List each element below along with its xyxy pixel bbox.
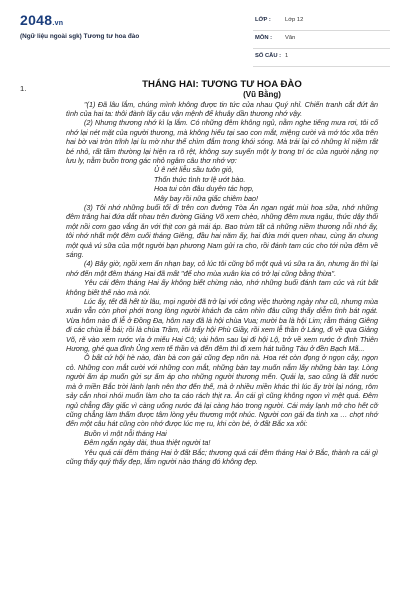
meta-label: MÔN : (255, 35, 273, 41)
question-content (66, 79, 378, 466)
meta-value: Văn (285, 35, 296, 41)
verse-line: Ủ ê nét liễu sầu tuôn giỏ, (154, 165, 234, 175)
verse-line: Buồn vì một nỗi tháng Hai (84, 428, 167, 438)
meta-value: Lớp 12 (285, 17, 304, 23)
meta-row-subject (253, 31, 390, 49)
verse-line: Thổn thức tình tơ lệ ướt bào. (154, 174, 246, 184)
verse-line: Hoa tui còn đâu duyên tác hợp, (154, 184, 254, 194)
passage-paragraph: Lúc ấy, tết đã hết từ lâu, mọi người đã trở lại với công việc thường ngày như cũ, nhưng mùa xuân vẫn còn phơi phới trong lòng người khách đa cảm nhìn đâu cũng thấy diễm tình bát ngát. Vừa hôm nào đi lễ ở Đồng Đa, hôm nay đã là hội chùa Vua; mười ba là hội Lim; rằm tháng Giêng đi các chùa lễ bái; rồi là chùa Trầm, rồi trẩy hội Phù Giầy, rồi xem lễ thần ở Láng, đi về qua Giảng Võ, rẽ vào xem rước vía ở miếu Hai Cô; vài hôm sau lại đi hội Lộ, trở về xem rước ở đình Thiên Hương, ghé qua đình Ủng xem tế thần và đến đêm thì đi xem hát tuồng Tàu ở đền Bạch Mã... (66, 297, 378, 354)
passage-paragraph: Yêu quá cái đêm tháng Hai ở đất Bắc; thương quá cái đêm tháng Hai ở Bắc, thành ra cái gì cũng thấy quý thấy đẹp, lắm người nào tháng đó không đẹp. (66, 447, 378, 466)
meta-table (253, 13, 390, 67)
site-logo[interactable] (20, 12, 63, 28)
passage-paragraph: (2) Nhưng thương nhớ kì lạ lắm. Có những đêm không ngủ, nằm nghe tiếng mưa rơi, tôi cố nhớ lại nét mặt của người thương, mà không hiểu tại sao con mắt, miệng cười và mớ tóc xõa trên hai bờ vai tròn trĩnh lại lu mờ như thể chìm đắm trong khói sóng. Mà trái lại có những kỉ niệm rất bé nhỏ, rất tầm thường lại hiện ra rõ rệt, không suy suyển một ly trong trí óc của người nặng nợ lưu ly, nằm buồn trong gác nhỏ ngâm câu thơ nhớ vợ: (66, 118, 378, 165)
poem-verse (154, 165, 378, 203)
passage-paragraph: Ô bất cứ hội hè nào, đàn bà con gái cũng đẹp nõn nà. Hoa rét còn đọng ở ngọn cây, ngọn cỏ. Những con mắt cười với những con mắt, những bàn tay muốn nắm lấy những bàn tay. Lòng người ấm áp muốn gửi sự ấm áp cho những người thương mến. Quái lạ, sao cũng là đất nước mà ở miền Bắc trời lành lạnh nên thơ đến thế, mà ở nhiều miền khác thì lúc ấy trời lại nóng, rôm sảy cắn nhoi nhói muốn làm cho ta cáo rách thịt ra. Ăn cái gì cũng không ngon vì mệt quá. Đêm ngủ chẳng đầy giấc vì càng uống nước đá lại càng háo trong người. Cái máy lạnh mở cho hết cỡ cũng chẳng làm thấm được tâm lòng yêu thương một nhúc. Người con gái đa tình xa … chợt nhớ đến một câu hát cũng còn nhớ được lúc mẹ ru, khi còn bé, ở đất Bắc xa xôi: (66, 353, 378, 429)
verse-line: Mây bay rồi nữa giấc chiêm bao! (154, 193, 259, 203)
meta-value: 1 (285, 53, 289, 59)
passage-paragraph: "(1) Đã lâu lắm, chúng mình không được tin tức của nhau Quý nhỉ. Chiến tranh cắt đứt ân tình của hai ta: thôi đành lấy câu vận mệnh để khuây dần thương nhớ vậy. (66, 99, 378, 118)
folk-verse (66, 429, 378, 448)
meta-row-class (253, 13, 390, 31)
verse-line: Đêm ngắn ngày dài, thua thiệt người ta! (84, 438, 211, 448)
passage-paragraph: (4) Bây giờ, ngồi xem ấn nhạn bay, cỏ lúc tôi cũng bổ một quả vú sữa ra ăn, nhưng ăn thì lại nhớ đến một đêm tháng Hai đã mất "để cho mùa xuân kia có trở lại cũng bằng thừa". (66, 259, 378, 278)
passage-paragraph: Yêu cái đêm tháng Hai ấy không biết chừng nào, nhớ những buổi đánh tam cúc và rút bất không biết thế nào mà nói. (66, 278, 378, 297)
logo-text: 2048 (20, 12, 53, 28)
passage-title: THÁNG HAI: TƯƠNG TƯ HOA ĐÀO (142, 79, 302, 90)
meta-label: LỚP : (255, 17, 271, 23)
meta-row-count (253, 49, 390, 67)
logo-tld: .vn (52, 20, 64, 27)
worksheet-subject: (Ngữ liệu ngoài sgk) Tương tư hoa đào (20, 33, 140, 40)
passage-author: (Vũ Bằng) (243, 90, 281, 99)
question-number: 1. (20, 84, 27, 93)
passage-paragraph: (3) Tôi nhớ những buổi tối đi trên con đường Tòa Án ngan ngát mùi hoa sữa, nhớ những đêm trăng hai đứa dắt nhau trên đường Giảng Võ xem chèo, những đêm mưa ngâu, thức dậy thổi một nồi cơm gạo vắng ăn với thịt con gà mái áp. Bao trùm tất cả những niềm thương nỗi nhớ ấy, tôi nhớ nhất một đêm cuối tháng Giêng, đầu hai năm ấy, hai đứa mới quen nhau, cùng ăn chung một quả vú sữa của một người bạn phương Nam gửi ra cho, rồi đánh tam cúc cho tới nửa đêm về sáng. (66, 202, 378, 259)
header (0, 0, 400, 60)
meta-label: SỐ CÂU : (255, 53, 282, 59)
